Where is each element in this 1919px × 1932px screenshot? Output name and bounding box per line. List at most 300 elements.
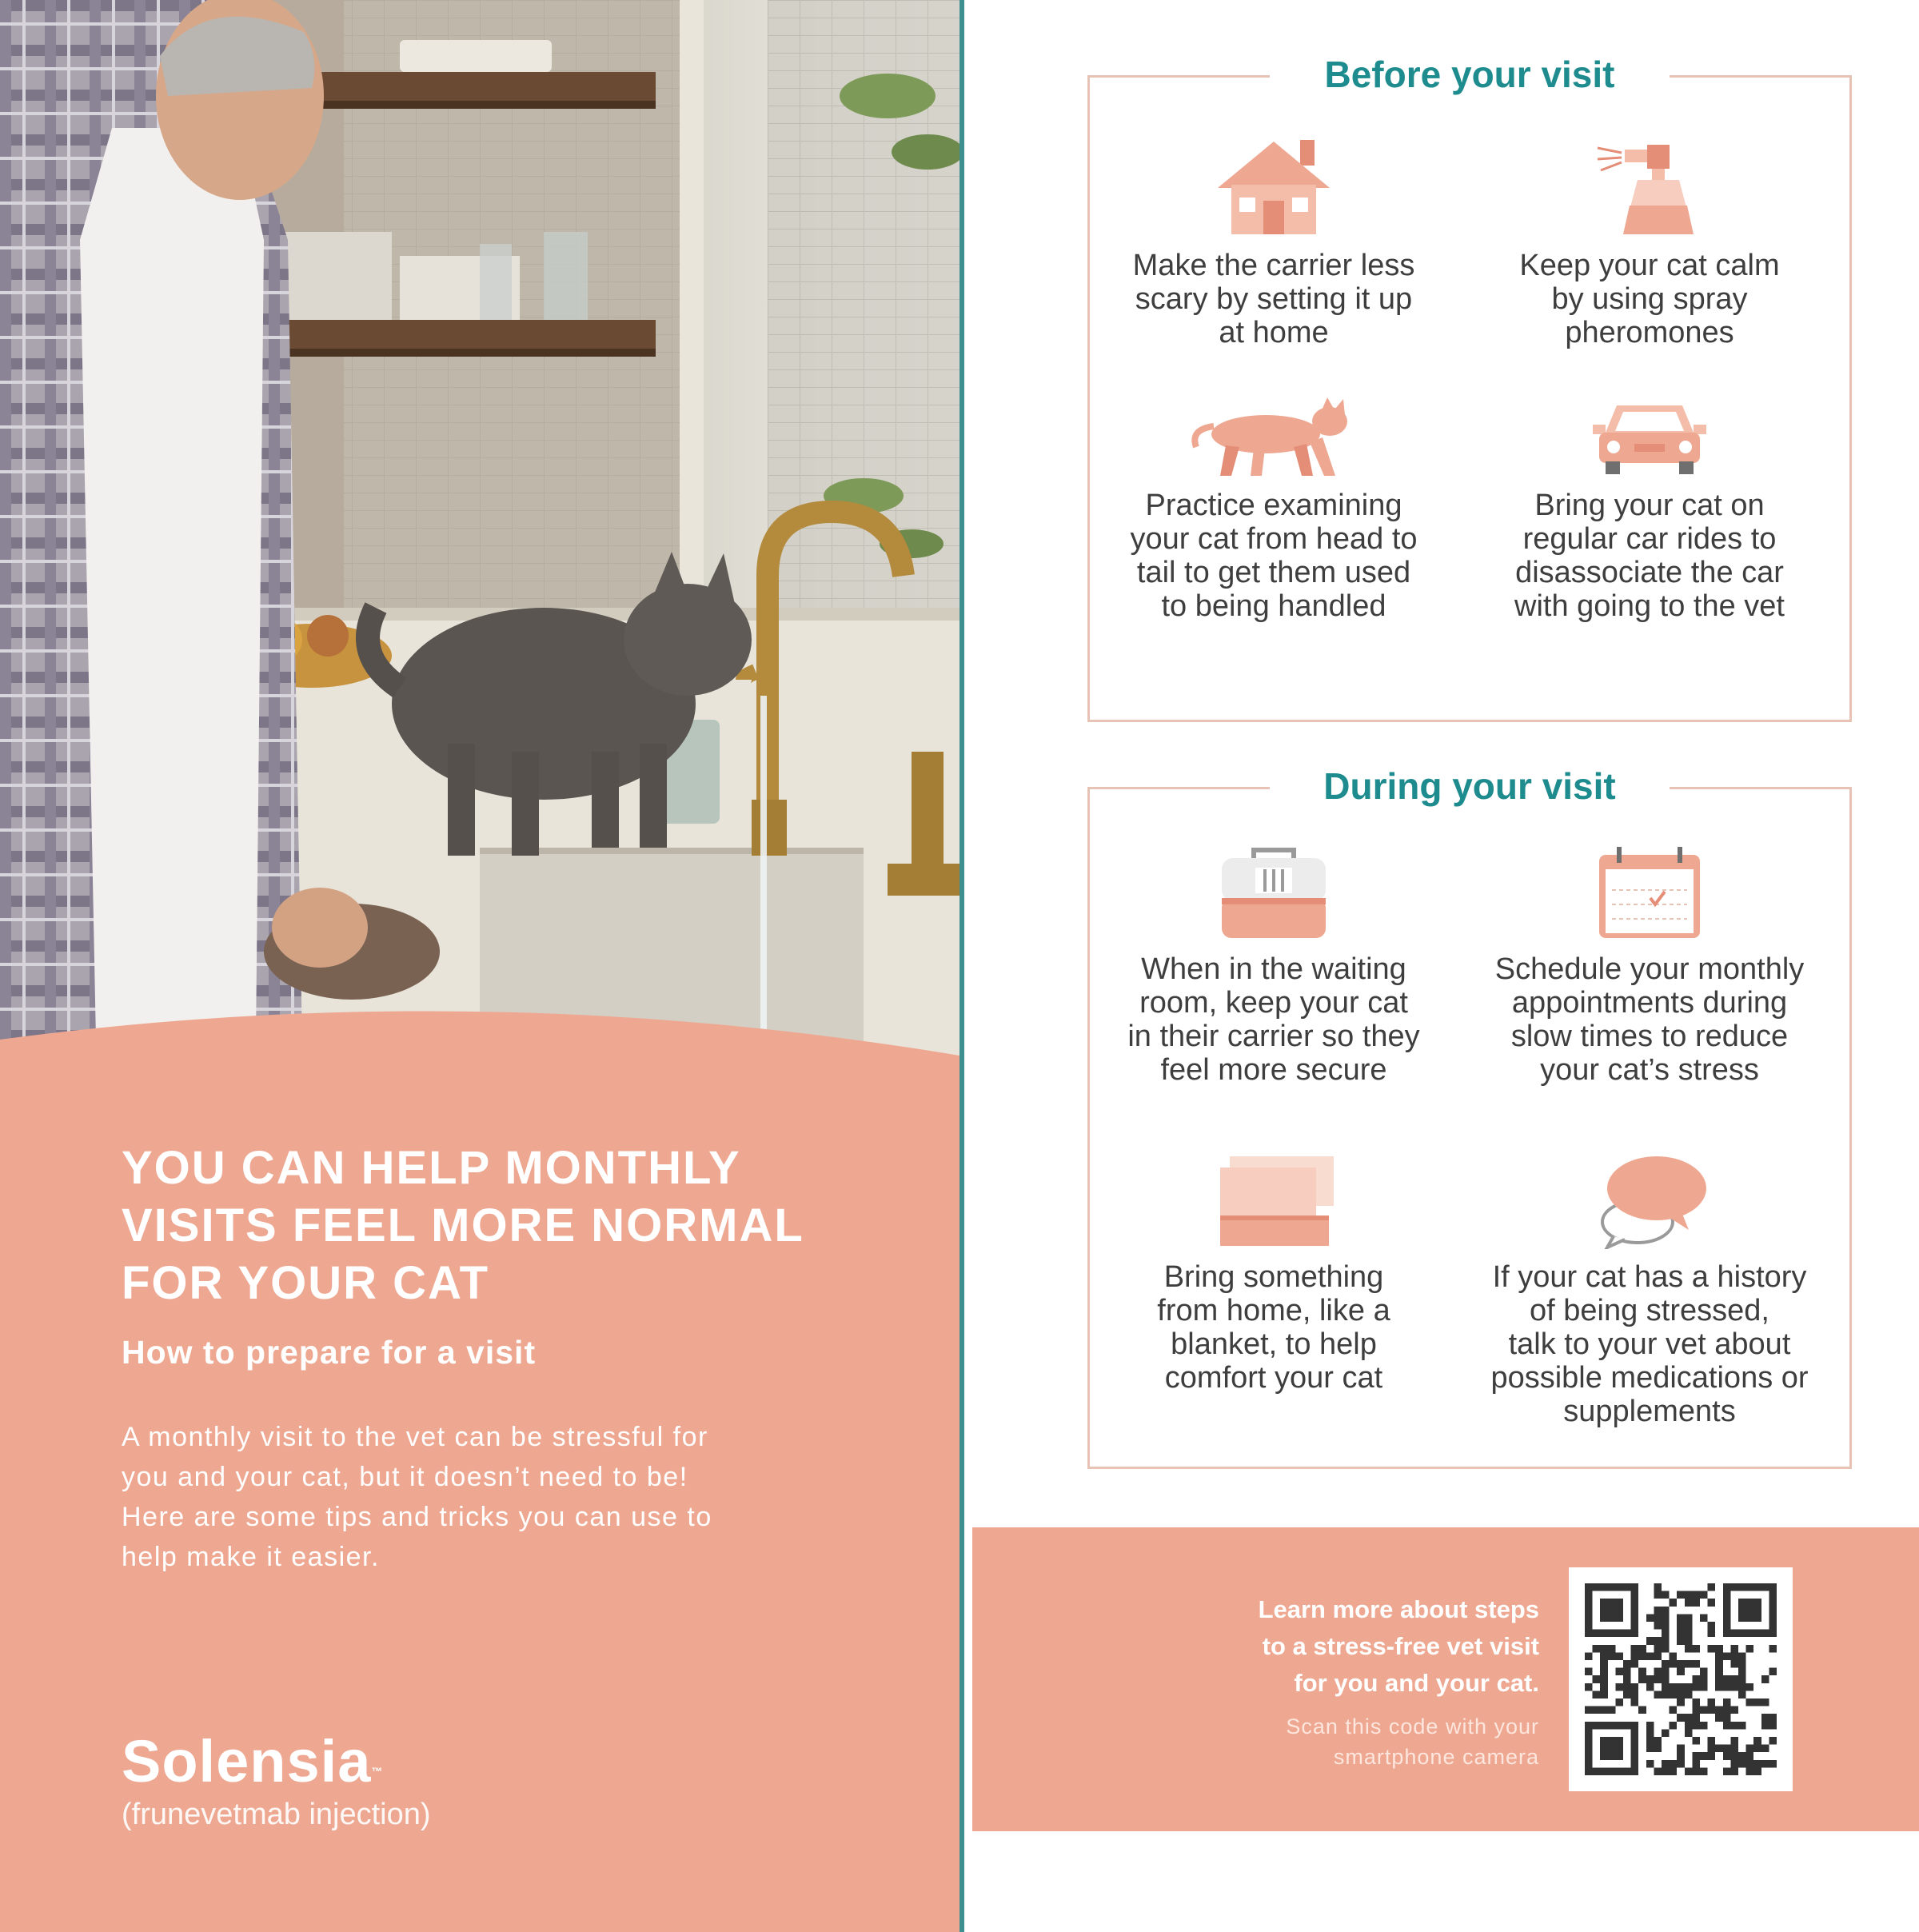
qr-module	[1585, 1737, 1593, 1745]
qr-module	[1677, 1668, 1685, 1676]
tip-blanket-from-home	[1094, 1153, 1454, 1395]
qr-module	[1753, 1698, 1761, 1706]
qr-module	[1608, 1722, 1616, 1730]
subheading: How to prepare for a visit	[122, 1334, 537, 1371]
qr-module	[1753, 1599, 1761, 1607]
headline	[122, 1140, 929, 1312]
qr-module	[1700, 1591, 1708, 1599]
qr-module	[1631, 1645, 1639, 1653]
qr-module	[1708, 1599, 1716, 1607]
qr-module	[1723, 1607, 1731, 1615]
qr-module	[1723, 1714, 1731, 1722]
qr-module	[1746, 1645, 1754, 1653]
qr-module	[1608, 1599, 1616, 1607]
qr-module	[1677, 1591, 1685, 1599]
qr-module	[1715, 1645, 1723, 1653]
qr-module	[1631, 1683, 1639, 1691]
qr-module	[1715, 1652, 1723, 1660]
qr-module	[1685, 1599, 1693, 1607]
qr-module	[1769, 1714, 1777, 1722]
qr-module	[1753, 1745, 1761, 1753]
qr-module	[1677, 1614, 1685, 1622]
qr-module	[1723, 1706, 1731, 1714]
qr-module	[1585, 1622, 1593, 1630]
qr-module	[1685, 1722, 1693, 1730]
headline-line: FOR YOUR CAT	[122, 1257, 490, 1309]
tip-line: possible medications or	[1490, 1361, 1809, 1395]
qr-module	[1585, 1767, 1593, 1775]
qr-module	[1692, 1599, 1700, 1607]
qr-module	[1769, 1607, 1777, 1615]
tip-line: Keep your cat calm	[1519, 249, 1780, 282]
qr-module	[1654, 1652, 1662, 1660]
qr-module	[1715, 1745, 1723, 1753]
qr-module	[1662, 1690, 1670, 1698]
qr-banner	[972, 1527, 1919, 1831]
qr-module	[1708, 1745, 1716, 1753]
headline-line: VISITS FEEL MORE NORMAL	[122, 1200, 804, 1251]
qr-module	[1631, 1583, 1639, 1591]
qr-module	[1631, 1607, 1639, 1615]
qr-module	[1600, 1752, 1608, 1760]
tip-line: disassociate the car	[1515, 556, 1784, 589]
tip-line: with going to the vet	[1514, 589, 1785, 623]
qr-module	[1631, 1591, 1639, 1599]
qr-module	[1708, 1737, 1716, 1745]
qr-module	[1761, 1698, 1769, 1706]
pet-carrier-icon	[1214, 845, 1334, 941]
qr-module	[1723, 1698, 1731, 1706]
qr-module	[1638, 1645, 1646, 1653]
qr-module	[1700, 1614, 1708, 1622]
qr-module	[1623, 1660, 1631, 1668]
tip-text	[1094, 952, 1454, 1087]
qr-module	[1685, 1622, 1693, 1630]
qr-module	[1585, 1614, 1593, 1622]
qr-module	[1692, 1767, 1700, 1775]
qr-module	[1623, 1767, 1631, 1775]
qr-module	[1761, 1760, 1769, 1768]
qr-module	[1608, 1645, 1616, 1653]
qr-module	[1631, 1752, 1639, 1760]
qr-code-frame[interactable]	[1569, 1567, 1793, 1791]
qr-module	[1692, 1698, 1700, 1706]
qr-module	[1654, 1767, 1662, 1775]
qr-module	[1585, 1760, 1593, 1768]
qr-module	[1631, 1660, 1639, 1668]
tip-line: Bring your cat on	[1534, 489, 1765, 522]
qr-module	[1738, 1652, 1746, 1660]
qr-module	[1623, 1668, 1631, 1676]
section-title-during: During your visit	[1270, 764, 1670, 808]
qr-module	[1593, 1690, 1601, 1698]
tip-practice-examining	[1094, 397, 1454, 623]
qr-module	[1761, 1722, 1769, 1730]
qr-module	[1631, 1622, 1639, 1630]
qr-module	[1585, 1599, 1593, 1607]
qr-module	[1753, 1737, 1761, 1745]
qr-module	[1677, 1752, 1685, 1760]
qr-module	[1746, 1745, 1754, 1753]
tip-line: regular car rides to	[1522, 522, 1777, 556]
qr-module	[1685, 1637, 1693, 1645]
calendar-icon	[1590, 845, 1710, 941]
qr-module	[1700, 1683, 1708, 1691]
before-visit-section	[1087, 54, 1852, 722]
qr-module	[1692, 1714, 1700, 1722]
qr-module	[1638, 1706, 1646, 1714]
qr-module	[1677, 1683, 1685, 1691]
qr-module	[1692, 1737, 1700, 1745]
qr-module	[1769, 1760, 1777, 1768]
qr-module	[1761, 1675, 1769, 1683]
qr-instruction-line: smartphone camera	[1333, 1745, 1539, 1769]
qr-module	[1615, 1614, 1623, 1622]
qr-module	[1708, 1698, 1716, 1706]
qr-module	[1631, 1729, 1639, 1737]
qr-module	[1631, 1630, 1639, 1638]
qr-module	[1723, 1745, 1731, 1753]
qr-module	[1608, 1745, 1616, 1753]
qr-module	[1738, 1760, 1746, 1768]
qr-module	[1670, 1722, 1678, 1730]
qr-module	[1631, 1614, 1639, 1622]
qr-module	[1708, 1752, 1716, 1760]
qr-module	[1654, 1637, 1662, 1645]
qr-module	[1677, 1745, 1685, 1753]
kitchen-photo	[0, 0, 960, 1136]
qr-module	[1670, 1683, 1678, 1691]
qr-module	[1662, 1630, 1670, 1638]
qr-module	[1738, 1690, 1746, 1698]
qr-module	[1662, 1622, 1670, 1630]
qr-module	[1623, 1722, 1631, 1730]
qr-module	[1608, 1652, 1616, 1660]
qr-module	[1600, 1683, 1608, 1691]
qr-module	[1677, 1690, 1685, 1698]
intro-line: Here are some tips and tricks you can use to	[122, 1502, 712, 1532]
qr-module	[1615, 1722, 1623, 1730]
qr-module	[1692, 1752, 1700, 1760]
qr-module	[1769, 1737, 1777, 1745]
qr-instruction-line: Scan this code with your	[1286, 1714, 1539, 1738]
qr-module	[1746, 1698, 1754, 1706]
qr-module	[1670, 1660, 1678, 1668]
qr-module	[1723, 1583, 1731, 1591]
qr-module	[1623, 1630, 1631, 1638]
qr-module	[1761, 1583, 1769, 1591]
qr-module	[1631, 1737, 1639, 1745]
qr-heading	[1123, 1591, 1539, 1702]
qr-module	[1662, 1607, 1670, 1615]
tip-line: feel more secure	[1160, 1053, 1387, 1087]
qr-module	[1670, 1690, 1678, 1698]
qr-module	[1685, 1729, 1693, 1737]
qr-module	[1715, 1714, 1723, 1722]
qr-module	[1615, 1745, 1623, 1753]
qr-module	[1738, 1583, 1746, 1591]
qr-module	[1662, 1614, 1670, 1622]
qr-heading-line: for you and your cat.	[1294, 1669, 1539, 1697]
qr-module	[1738, 1668, 1746, 1676]
qr-module	[1738, 1722, 1746, 1730]
qr-module	[1753, 1614, 1761, 1622]
qr-module	[1608, 1614, 1616, 1622]
qr-module	[1769, 1668, 1777, 1676]
qr-module	[1769, 1591, 1777, 1599]
qr-module	[1615, 1607, 1623, 1615]
qr-module	[1585, 1722, 1593, 1730]
tip-line: from home, like a	[1157, 1294, 1390, 1327]
qr-module	[1730, 1583, 1738, 1591]
tip-text	[1094, 489, 1454, 623]
qr-module	[1600, 1645, 1608, 1653]
qr-module	[1608, 1630, 1616, 1638]
qr-module	[1600, 1675, 1608, 1683]
qr-module	[1738, 1660, 1746, 1668]
tip-line: tail to get them used	[1136, 556, 1411, 589]
qr-module	[1662, 1660, 1670, 1668]
qr-module	[1723, 1683, 1731, 1691]
qr-module	[1738, 1675, 1746, 1683]
qr-module	[1600, 1599, 1608, 1607]
qr-module	[1654, 1607, 1662, 1615]
tip-line: Practice examining	[1145, 489, 1402, 522]
qr-module	[1654, 1583, 1662, 1591]
qr-module	[1585, 1630, 1593, 1638]
qr-module	[1715, 1683, 1723, 1691]
qr-module	[1646, 1675, 1654, 1683]
tip-line: pheromones	[1565, 316, 1734, 349]
qr-module	[1654, 1668, 1662, 1676]
tip-line: of being stressed,	[1530, 1294, 1769, 1327]
qr-module	[1654, 1645, 1662, 1653]
tip-text	[1094, 249, 1454, 349]
qr-module	[1746, 1683, 1754, 1691]
qr-module	[1723, 1752, 1731, 1760]
qr-module	[1608, 1767, 1616, 1775]
qr-module	[1585, 1745, 1593, 1753]
tip-line: slow times to reduce	[1510, 1020, 1789, 1053]
qr-heading-line: Learn more about steps	[1258, 1595, 1539, 1623]
qr-module	[1623, 1583, 1631, 1591]
qr-module	[1715, 1675, 1723, 1683]
qr-module	[1685, 1614, 1693, 1622]
qr-module	[1692, 1722, 1700, 1730]
qr-module	[1662, 1729, 1670, 1737]
qr-module	[1670, 1652, 1678, 1660]
qr-module	[1685, 1690, 1693, 1698]
qr-module	[1600, 1660, 1608, 1668]
qr-module	[1638, 1668, 1646, 1676]
qr-module	[1723, 1767, 1731, 1775]
qr-module	[1692, 1760, 1700, 1768]
qr-module	[1662, 1645, 1670, 1653]
qr-module	[1631, 1760, 1639, 1768]
qr-module	[1753, 1760, 1761, 1768]
qr-module	[1685, 1660, 1693, 1668]
qr-module	[1708, 1645, 1716, 1653]
qr-module	[1746, 1752, 1754, 1760]
tip-waiting-room-carrier	[1094, 845, 1454, 1087]
qr-module	[1646, 1745, 1654, 1753]
tip-line: in their carrier so they	[1127, 1020, 1420, 1053]
qr-module	[1623, 1683, 1631, 1691]
qr-module	[1738, 1599, 1746, 1607]
qr-module	[1662, 1591, 1670, 1599]
qr-module	[1738, 1683, 1746, 1691]
qr-module	[1753, 1583, 1761, 1591]
qr-module	[1730, 1767, 1738, 1775]
qr-module	[1600, 1722, 1608, 1730]
qr-module	[1769, 1645, 1777, 1653]
tip-carrier-at-home	[1094, 134, 1454, 349]
tip-talk-to-vet	[1470, 1153, 1829, 1428]
qr-module	[1646, 1637, 1654, 1645]
qr-module	[1600, 1668, 1608, 1676]
qr-module	[1593, 1630, 1601, 1638]
qr-module	[1769, 1614, 1777, 1622]
tip-line: your cat from head to	[1130, 522, 1418, 556]
qr-module	[1670, 1767, 1678, 1775]
car-icon	[1590, 397, 1710, 477]
tip-text	[1470, 249, 1829, 349]
qr-module	[1585, 1607, 1593, 1615]
qr-module	[1638, 1675, 1646, 1683]
qr-module	[1685, 1683, 1693, 1691]
qr-module	[1708, 1706, 1716, 1714]
speech-bubbles-icon	[1590, 1153, 1710, 1249]
qr-module	[1692, 1645, 1700, 1653]
qr-module	[1608, 1737, 1616, 1745]
qr-module	[1730, 1660, 1738, 1668]
qr-module	[1615, 1599, 1623, 1607]
qr-module	[1685, 1591, 1693, 1599]
qr-instructions	[1171, 1711, 1539, 1772]
house-icon	[1214, 134, 1334, 238]
qr-module	[1730, 1760, 1738, 1768]
qr-module	[1593, 1675, 1601, 1683]
tip-line: by using spray	[1551, 282, 1748, 316]
qr-module	[1738, 1752, 1746, 1760]
qr-module	[1585, 1668, 1593, 1676]
tip-line: If your cat has a history	[1492, 1260, 1807, 1294]
qr-module	[1608, 1607, 1616, 1615]
qr-module	[1723, 1722, 1731, 1730]
qr-module	[1662, 1767, 1670, 1775]
brand-name	[122, 1727, 431, 1796]
qr-module	[1585, 1652, 1593, 1660]
qr-module	[1761, 1745, 1769, 1753]
brand-name-text: Solensia	[122, 1728, 372, 1794]
qr-module	[1662, 1760, 1670, 1768]
qr-module	[1677, 1760, 1685, 1768]
tip-schedule-slow-times	[1470, 845, 1829, 1087]
qr-module	[1600, 1706, 1608, 1714]
qr-module	[1730, 1630, 1738, 1638]
qr-module	[1662, 1637, 1670, 1645]
qr-module	[1746, 1630, 1754, 1638]
qr-module	[1769, 1599, 1777, 1607]
qr-module	[1585, 1683, 1593, 1691]
qr-module	[1723, 1591, 1731, 1599]
qr-module	[1685, 1645, 1693, 1653]
qr-module	[1708, 1630, 1716, 1638]
qr-module	[1654, 1622, 1662, 1630]
qr-module	[1593, 1767, 1601, 1775]
tip-line: comfort your cat	[1164, 1361, 1383, 1395]
qr-module	[1623, 1690, 1631, 1698]
qr-module	[1646, 1614, 1654, 1622]
intro-line: you and your cat, but it doesn’t need to be!	[122, 1462, 688, 1492]
qr-module	[1646, 1683, 1654, 1691]
qr-module	[1700, 1767, 1708, 1775]
qr-module	[1615, 1583, 1623, 1591]
qr-module	[1746, 1607, 1754, 1615]
qr-module	[1761, 1714, 1769, 1722]
qr-module	[1646, 1729, 1654, 1737]
qr-module	[1654, 1591, 1662, 1599]
qr-module	[1600, 1737, 1608, 1745]
qr-module	[1692, 1591, 1700, 1599]
qr-module	[1585, 1583, 1593, 1591]
qr-module	[1585, 1706, 1593, 1714]
qr-module	[1753, 1607, 1761, 1615]
intro-paragraph	[122, 1417, 889, 1577]
qr-module	[1692, 1683, 1700, 1691]
qr-module	[1600, 1690, 1608, 1698]
tip-text	[1470, 952, 1829, 1087]
tip-line: room, keep your cat	[1139, 986, 1408, 1020]
tip-line: your cat’s stress	[1540, 1053, 1759, 1087]
qr-module	[1753, 1630, 1761, 1638]
qr-module	[1769, 1722, 1777, 1730]
qr-module	[1723, 1622, 1731, 1630]
qr-module	[1631, 1652, 1639, 1660]
qr-module	[1685, 1767, 1693, 1775]
qr-module	[1730, 1645, 1738, 1653]
qr-module	[1654, 1675, 1662, 1683]
qr-module	[1677, 1637, 1685, 1645]
qr-module	[1753, 1767, 1761, 1775]
qr-module	[1593, 1706, 1601, 1714]
tip-line: Make the carrier less	[1132, 249, 1415, 282]
qr-module	[1746, 1583, 1754, 1591]
qr-module	[1646, 1760, 1654, 1768]
qr-module	[1715, 1660, 1723, 1668]
spray-bottle-icon	[1590, 134, 1710, 238]
qr-module	[1654, 1690, 1662, 1698]
tip-line: blanket, to help	[1171, 1327, 1377, 1361]
qr-module	[1646, 1737, 1654, 1745]
qr-module	[1715, 1668, 1723, 1676]
qr-module	[1738, 1630, 1746, 1638]
tip-line: appointments during	[1511, 986, 1788, 1020]
qr-code-icon[interactable]	[1585, 1583, 1777, 1775]
qr-module	[1708, 1622, 1716, 1630]
qr-module	[1600, 1630, 1608, 1638]
qr-module	[1623, 1675, 1631, 1683]
qr-module	[1769, 1622, 1777, 1630]
qr-module	[1662, 1683, 1670, 1691]
qr-module	[1692, 1706, 1700, 1714]
qr-module	[1631, 1690, 1639, 1698]
qr-module	[1677, 1622, 1685, 1630]
qr-module	[1730, 1652, 1738, 1660]
qr-module	[1600, 1652, 1608, 1660]
qr-module	[1646, 1652, 1654, 1660]
qr-module	[1654, 1745, 1662, 1753]
